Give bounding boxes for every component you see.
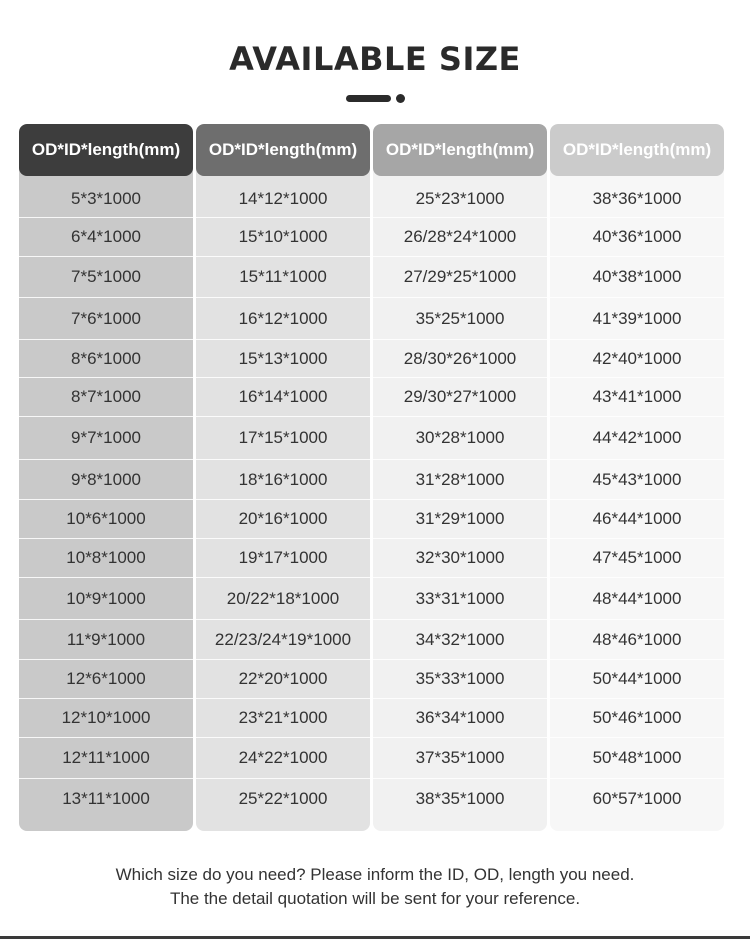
size-cell: 48*44*1000 (550, 578, 724, 620)
size-cell: 19*17*1000 (196, 539, 370, 578)
size-column-3 (373, 124, 547, 831)
size-cell: 18*16*1000 (196, 460, 370, 500)
size-cell: 16*14*1000 (196, 378, 370, 417)
size-cell: 20*16*1000 (196, 500, 370, 539)
size-cell: 36*34*1000 (373, 699, 547, 738)
title-underline-dot (396, 94, 405, 103)
size-cell: 9*7*1000 (19, 417, 193, 460)
size-cell: 8*7*1000 (19, 378, 193, 417)
column-body (19, 176, 193, 819)
size-cell: 23*21*1000 (196, 699, 370, 738)
size-cell: 25*22*1000 (238, 789, 328, 808)
size-cell: 15*10*1000 (196, 218, 370, 257)
size-cell: 15*11*1000 (196, 257, 370, 298)
size-cell: 50*44*1000 (550, 660, 724, 699)
size-cell: 32*30*1000 (373, 539, 547, 578)
size-cell: 25*23*1000 (373, 180, 547, 218)
size-cell: 7*6*1000 (19, 298, 193, 340)
size-cell: 50*48*1000 (550, 738, 724, 779)
size-cell: 15*13*1000 (196, 340, 370, 378)
size-cell: 47*45*1000 (550, 539, 724, 578)
size-cell: 38*36*1000 (550, 180, 724, 218)
size-cell: 10*6*1000 (19, 500, 193, 539)
size-cell: 41*39*1000 (550, 298, 724, 340)
size-cell: 46*44*1000 (550, 500, 724, 539)
column-header: OD*ID*length(mm) (19, 124, 193, 176)
size-cell: 35*33*1000 (373, 660, 547, 699)
size-cell: 17*15*1000 (196, 417, 370, 460)
size-cell: 38*35*1000 (415, 789, 505, 808)
size-cell: 40*36*1000 (550, 218, 724, 257)
footer-line-1: Which size do you need? Please inform the ID, OD, length you need. (115, 865, 635, 884)
title-underline-bar (346, 95, 391, 102)
size-cell: 16*12*1000 (196, 298, 370, 340)
size-cell: 7*5*1000 (19, 257, 193, 298)
size-cell: 35*25*1000 (373, 298, 547, 340)
size-cell: 34*32*1000 (373, 620, 547, 660)
size-cell: 60*57*1000 (592, 789, 682, 808)
size-cell: 26/28*24*1000 (373, 218, 547, 257)
size-cell: 12*10*1000 (19, 699, 193, 738)
column-body (373, 176, 547, 819)
size-cell: 20/22*18*1000 (196, 578, 370, 620)
size-cell: 31*28*1000 (373, 460, 547, 500)
page-title: AVAILABLE SIZE (229, 40, 521, 78)
size-cell: 48*46*1000 (550, 620, 724, 660)
size-column-1 (19, 124, 193, 831)
size-cell: 37*35*1000 (373, 738, 547, 779)
size-cell: 27/29*25*1000 (373, 257, 547, 298)
size-cell: 6*4*1000 (19, 218, 193, 257)
size-cell: 10*9*1000 (19, 578, 193, 620)
size-cell: 24*22*1000 (196, 738, 370, 779)
size-cell: 13*11*1000 (62, 789, 150, 808)
size-cell: 14*12*1000 (196, 180, 370, 218)
column-header: OD*ID*length(mm) (550, 124, 724, 176)
size-cell: 10*8*1000 (19, 539, 193, 578)
size-cell: 50*46*1000 (550, 699, 724, 738)
column-body (196, 176, 370, 819)
size-cell: 43*41*1000 (550, 378, 724, 417)
size-cell: 40*38*1000 (550, 257, 724, 298)
column-body (550, 176, 724, 819)
size-cell: 42*40*1000 (550, 340, 724, 378)
size-cell: 9*8*1000 (19, 460, 193, 500)
column-header: OD*ID*length(mm) (196, 124, 370, 176)
size-cell: 12*11*1000 (19, 738, 193, 779)
size-cell: 44*42*1000 (550, 417, 724, 460)
size-column-4 (550, 124, 724, 831)
size-cell: 11*9*1000 (19, 620, 193, 660)
size-cell: 30*28*1000 (373, 417, 547, 460)
size-cell: 45*43*1000 (550, 460, 724, 500)
size-cell: 8*6*1000 (19, 340, 193, 378)
size-cell: 28/30*26*1000 (373, 340, 547, 378)
size-column-2 (196, 124, 370, 831)
size-cell: 33*31*1000 (373, 578, 547, 620)
size-cell: 12*6*1000 (19, 660, 193, 699)
size-cell: 22/23/24*19*1000 (196, 620, 370, 660)
size-cell: 5*3*1000 (19, 180, 193, 218)
column-header: OD*ID*length(mm) (373, 124, 547, 176)
size-cell: 22*20*1000 (196, 660, 370, 699)
size-cell: 29/30*27*1000 (373, 378, 547, 417)
footer-line-2: The the detail quotation will be sent for your reference. (169, 889, 581, 908)
size-cell: 31*29*1000 (373, 500, 547, 539)
